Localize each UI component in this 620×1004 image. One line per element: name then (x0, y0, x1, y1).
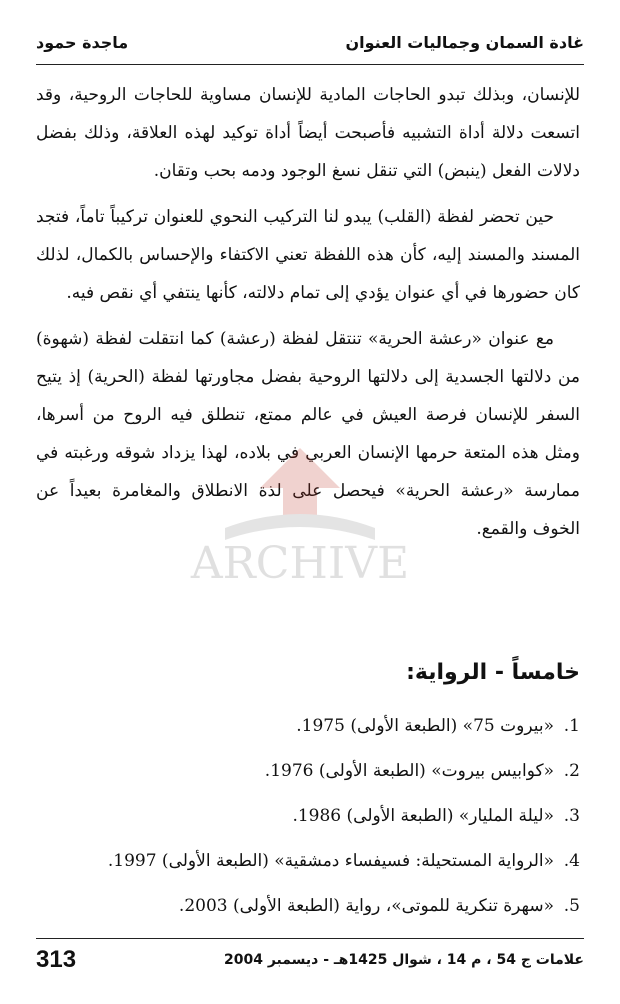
item-text: «ليلة المليار» (الطبعة الأولى) 1986. (292, 806, 554, 826)
list-item (36, 706, 580, 751)
list-item (36, 751, 580, 796)
body-text (36, 76, 580, 556)
item-number: 5. (563, 896, 580, 916)
item-text: «كوابيس بيروت» (الطبعة الأولى) 1976. (264, 761, 554, 781)
novel-list (36, 706, 580, 931)
footer-divider (36, 938, 584, 939)
page-header (36, 26, 584, 58)
watermark-label: ARCHIVE (190, 538, 410, 589)
list-item (36, 796, 580, 841)
running-title: غادة السمان وجماليات العنوان (345, 32, 584, 52)
item-text: «سهرة تنكرية للموتى»، رواية (الطبعة الأولى) 2003. (178, 896, 554, 916)
list-item (36, 841, 580, 886)
paragraph-2: حين تحضر لفظة (القلب) يبدو لنا التركيب النحوي للعنوان تركيباً تاماً، فتجد المسند والمسند إليه، كأن هذه اللفظة تعني الاكتفاء والإحساس بالكمال، لذلك كان حضورها في أي عنوان يؤدي إلى تمام دلالته، كأنها ينتفي أي نقص فيه. (36, 207, 580, 303)
section-heading: خامساً - الرواية: (406, 660, 580, 685)
journal-citation: علامات ج 54 ، م 14 ، شوال 1425هـ - ديسمبر 2004 (224, 952, 584, 968)
paragraph-1: للإنسان، وبذلك تبدو الحاجات المادية للإنسان مساوية للحاجات الروحية، وقد اتسعت دلالة أداة التشبيه فأصبحت أيضاً أداة توكيد لهذه العلاقة، وذلك بفضل دلالات الفعل (ينبض) التي تنقل نسغ الوجود ودمه بحب وتقان. (36, 85, 580, 181)
item-number: 2. (563, 761, 580, 781)
page-number: 313 (36, 946, 77, 973)
running-author: ماجدة حمود (36, 32, 129, 52)
item-number: 1. (563, 716, 580, 736)
header-divider (36, 64, 584, 65)
list-item (36, 886, 580, 931)
item-number: 3. (563, 806, 580, 826)
item-text: «الرواية المستحيلة: فسيفساء دمشقية» (الطبعة الأولى) 1997. (107, 851, 554, 871)
item-number: 4. (563, 851, 580, 871)
paragraph-3: مع عنوان «رعشة الحرية» تنتقل لفظة (رعشة) كما انتقلت لفظة (شهوة) من دلالتها الجسدية إلى دلالتها الروحية بفضل مجاورتها لفظة (الحرية) إذ يتيح السفر للإنسان فرصة العيش في عالم ممتع، تنطلق فيه الروح من أسرها، ومثل هذه المتعة حرمها الإنسان العربي في بلاده، لهذا يزداد شوقه ورغبته في ممارسة «رعشة الحرية» فيحصل على لذة الانطلاق والمغامرة بعيداً عن الخوف والقمع. (36, 329, 580, 539)
page-footer (36, 942, 584, 978)
item-text: «بيروت 75» (الطبعة الأولى) 1975. (296, 716, 554, 736)
